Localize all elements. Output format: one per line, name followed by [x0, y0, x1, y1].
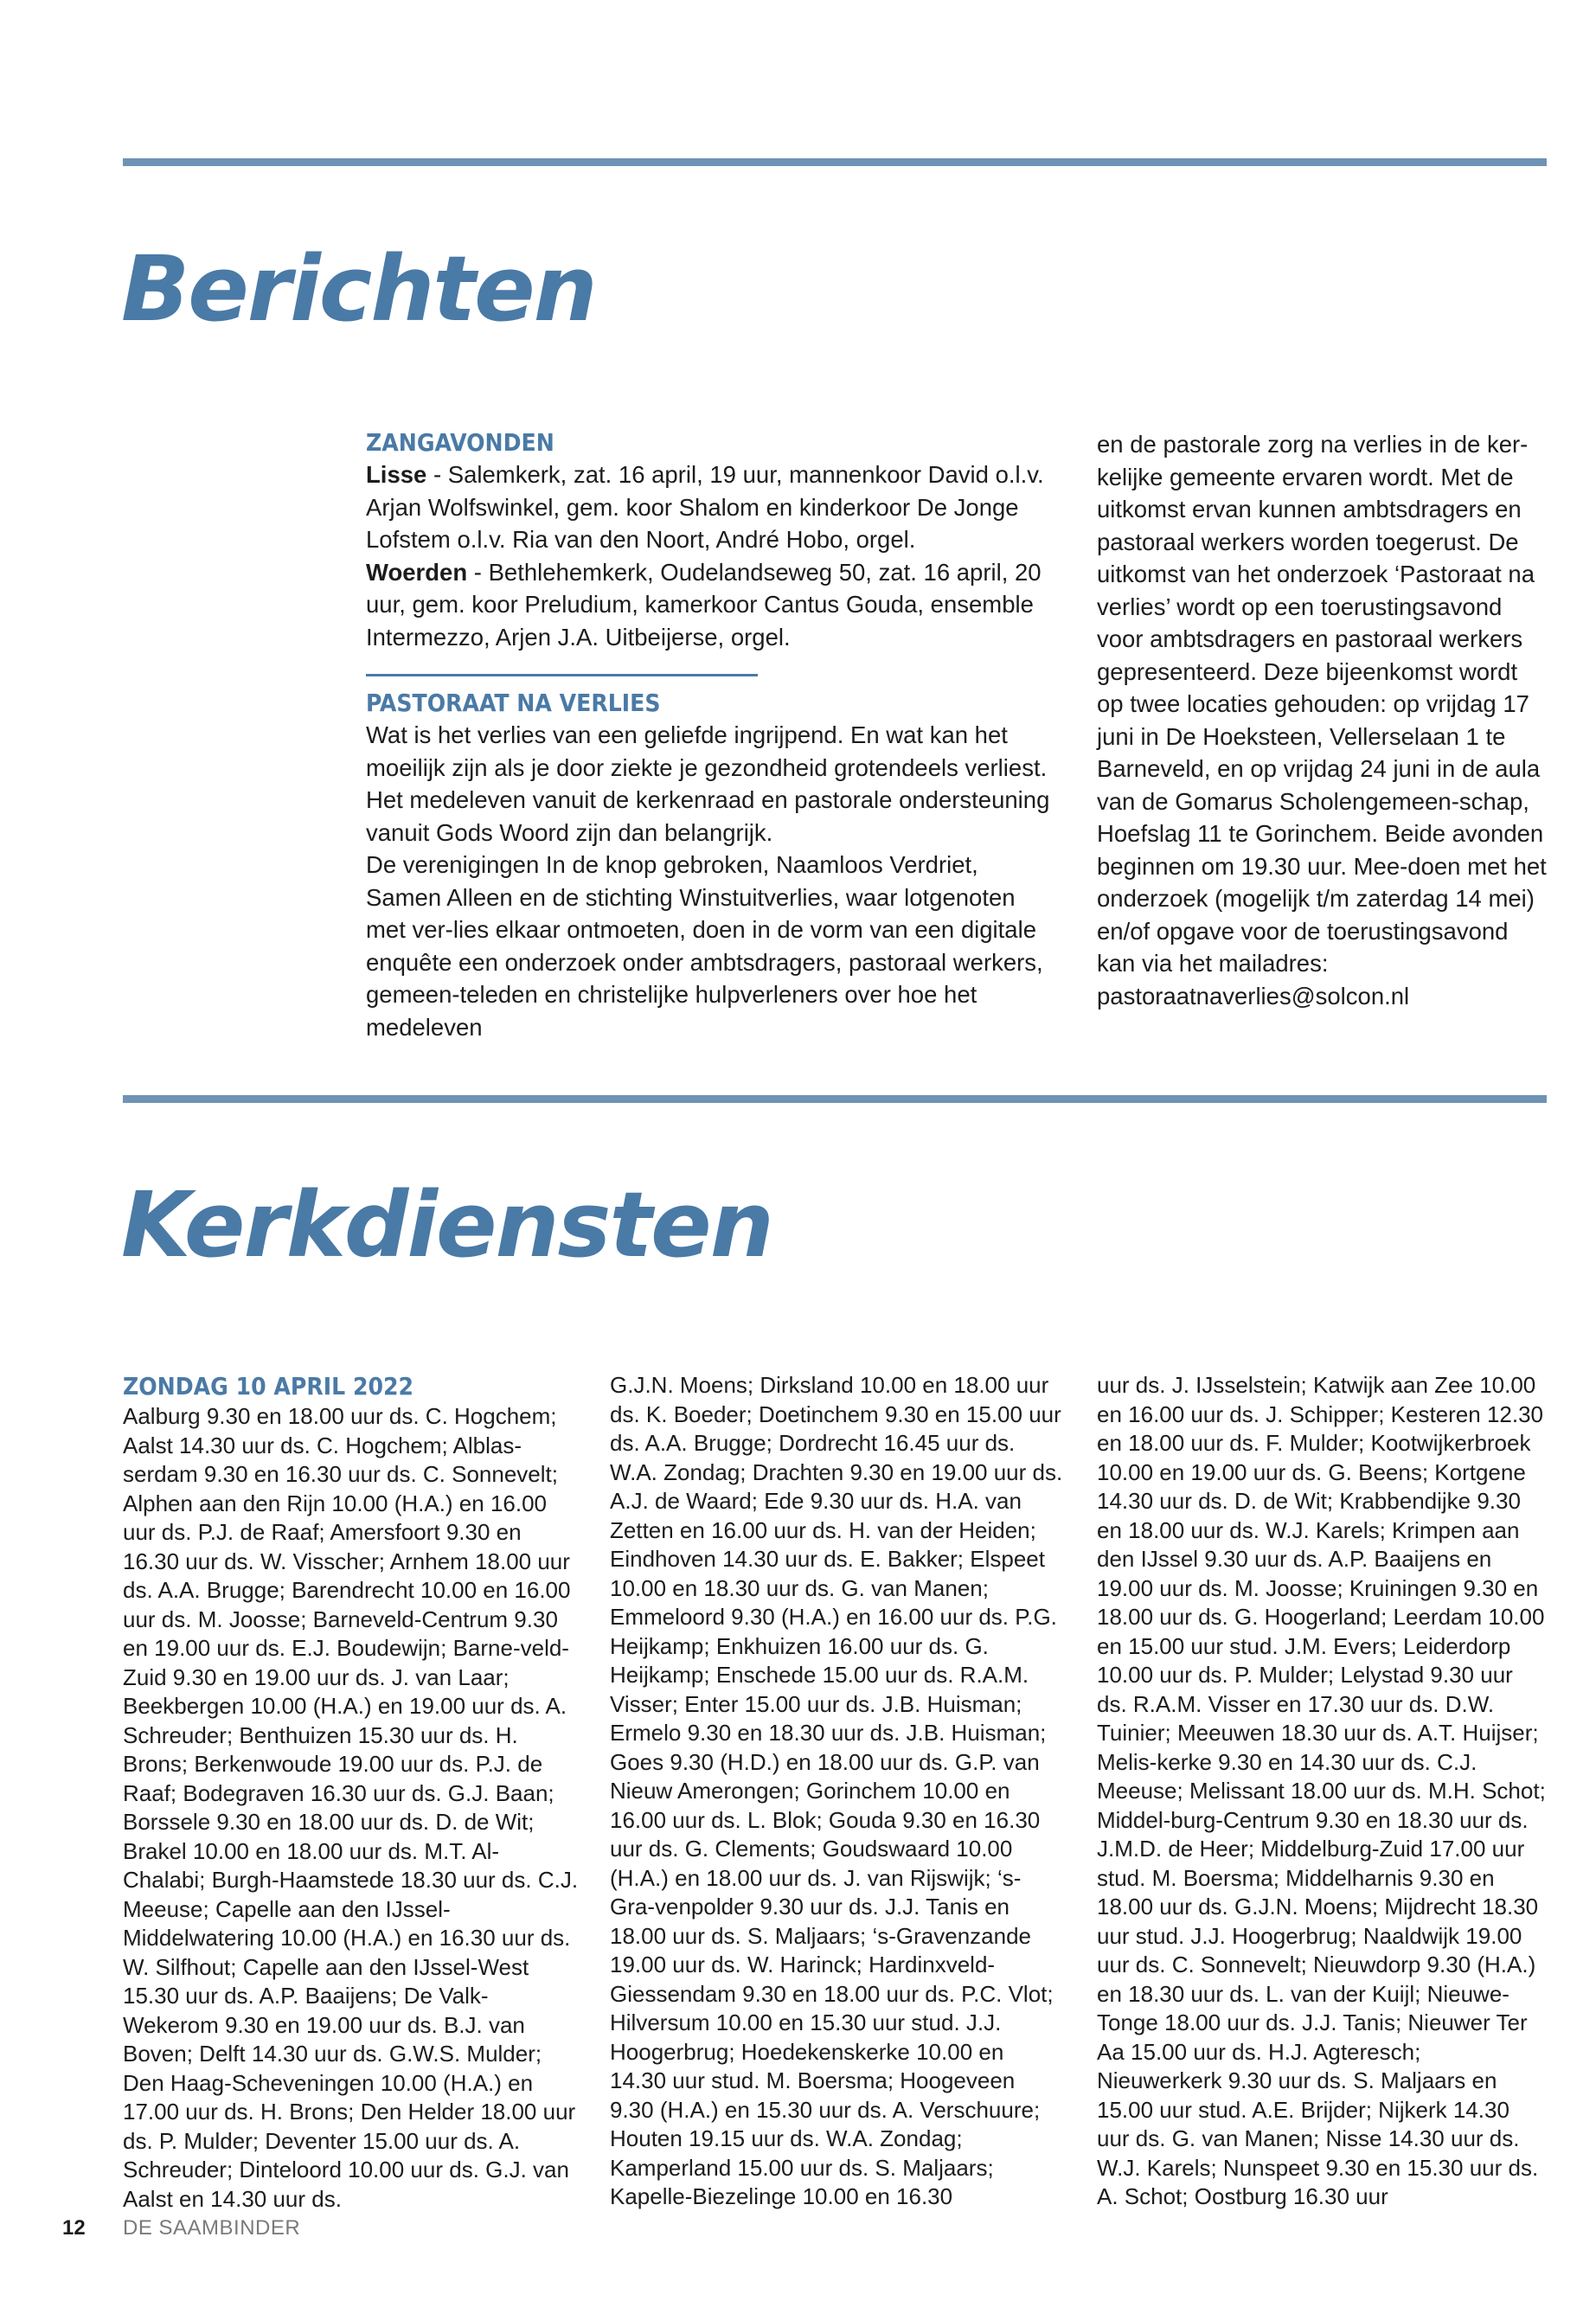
page-number: 12 [62, 2216, 86, 2240]
magazine-name: DE SAAMBINDER [123, 2216, 301, 2240]
berichten-title: Berichten [121, 236, 596, 342]
middle-divider [123, 1095, 1547, 1103]
zangavonden-item [366, 458, 1058, 556]
subhead-divider [366, 674, 758, 676]
zangavonden-place: Woerden [366, 558, 468, 586]
kerkdiensten-column-2 [610, 1371, 1064, 2212]
kerkdiensten-column-3 [1097, 1371, 1547, 2212]
zangavonden-item [366, 556, 1058, 654]
kerkdiensten-column-1 [123, 1370, 581, 2214]
pastoraat-paragraph-1: Wat is het verlies van een geliefde ingrijpend. En wat kan het moeilijk zijn als je door ziekte je gezondheid grotendeels verliest. Het medeleven vanuit de kerkenraad en pastorale ondersteuning vanuit Gods Woord zijn dan belangrijk. [366, 721, 1050, 846]
service-list-3: uur ds. J. IJsselstein; Katwijk aan Zee 10.00 en 16.00 uur ds. J. Schipper; Kesteren 12.30 en 18.00 uur ds. F. Mulder; Kootwijkerbroek 10.00 en 19.00 uur ds. G. Beens; Kortgene 14.30 uur ds. D. de Wit; Krabbendijke 9.30 en 18.00 uur ds. W.J. Karels; Krimpen aan den IJssel 9.30 uur ds. A.P. Baaijens en 19.00 uur ds. M. Joosse; Kruiningen 9.30 en 18.00 uur ds. G. Hoogerland; Leerdam 10.00 en 15.00 uur stud. J.M. Evers; Leiderdorp 10.00 uur ds. P. Mulder; Lelystad 9.30 uur ds. R.A.M. Visser en 17.30 uur ds. D.W. Tuinier; Meeuwen 18.30 uur ds. A.T. Huijser; Melis-kerke 9.30 en 14.30 uur ds. C.J. Meeuse; Melissant 18.00 uur ds. M.H. Schot; Middel-burg-Centrum 9.30 en 18.30 uur ds. J.M.D. de Heer; Middelburg-Zuid 17.00 uur stud. M. Boersma; Middelharnis 9.30 en 18.00 uur ds. G.J.N. Moens; Mijdrecht 18.30 uur stud. J.J. Hoogerbrug; Naaldwijk 19.00 uur ds. C. Sonnevelt; Nieuwdorp 9.30 (H.A.) en 18.30 uur ds. L. van der Kuijl; Nieuwe-Tonge 18.00 uur ds. J.J. Tanis; Nieuwer Ter Aa 15.00 uur ds. H.J. Agteresch; Nieuwerkerk 9.30 uur ds. S. Maljaars en 15.00 uur stud. A.E. Brijder; Nijkerk 14.30 uur ds. G. van Manen; Nisse 14.30 uur ds. W.J. Karels; Nunspeet 9.30 en 15.30 uur ds. A. Schot; Oostburg 16.30 uur [1097, 1372, 1546, 2209]
top-divider [123, 158, 1547, 166]
service-list-2: G.J.N. Moens; Dirksland 10.00 en 18.00 uur ds. K. Boeder; Doetinchem 9.30 en 15.00 uur ds. A.A. Brugge; Dordrecht 16.45 uur ds. W.A. Zondag; Drachten 9.30 en 19.00 uur ds. A.J. de Waard; Ede 9.30 uur ds. H.A. van Zetten en 16.00 uur ds. H. van der Heiden; Eindhoven 14.30 uur ds. E. Bakker; Elspeet 10.00 en 18.30 uur ds. G. van Manen; Emmeloord 9.30 (H.A.) en 16.00 uur ds. P.G. Heijkamp; Enkhuizen 16.00 uur ds. G. Heijkamp; Enschede 15.00 uur ds. R.A.M. Visser; Enter 15.00 uur ds. J.B. Huisman; Ermelo 9.30 en 18.30 uur ds. J.B. Huisman; Goes 9.30 (H.D.) en 18.00 uur ds. G.P. van Nieuw Amerongen; Gorinchem 10.00 en 16.00 uur ds. L. Blok; Gouda 9.30 en 16.30 uur ds. G. Clements; Goudswaard 10.00 (H.A.) en 18.00 uur ds. J. van Rijswijk; ‘s-Gra-venpolder 9.30 uur ds. J.J. Tanis en 18.00 uur ds. S. Maljaars; ‘s-Gravenzande 19.00 uur ds. W. Harinck; Hardinxveld-Giessendam 9.30 en 18.00 uur ds. P.C. Vlot; Hilversum 10.00 en 15.30 uur stud. J.J. Hoogerbrug; Hoedekenskerke 10.00 en 14.30 uur stud. M. Boersma; Hoogeveen 9.30 (H.A.) en 15.30 uur ds. A. Verschuure; Houten 19.15 uur ds. W.A. Zondag; Kamperland 15.00 uur ds. S. Maljaars; Kapelle-Biezelinge 10.00 en 16.30 [610, 1372, 1063, 2209]
zangavonden-details: - Bethlehemkerk, Oudelandseweg 50, zat. 16 april, 20 uur, gem. koor Preludium, kamerkoor Cantus Gouda, ensemble Intermezzo, Arjen J.A. Uitbeijerse, orgel. [366, 558, 1042, 651]
service-date-heading: ZONDAG 10 APRIL 2022 [123, 1372, 414, 1400]
zangavonden-details: - Salemkerk, zat. 16 april, 19 uur, mannenkoor David o.l.v. Arjan Wolfswinkel, gem. koor Shalom en kinderkoor De Jonge Lofstem o.l.v. Ria van den Noort, André Hobo, orgel. [366, 461, 1044, 553]
zangavonden-place: Lisse [366, 461, 427, 488]
pastoraat-paragraph-2-continued: en de pastorale zorg na verlies in de ker-kelijke gemeente ervaren wordt. Met de uitkomst ervan kunnen ambtsdragers en pastoraal werkers worden toegerust. De uitkomst van het onderzoek ‘Pastoraat na verlies’ wordt op een toerustingsavond voor ambtsdragers en pastoraal werkers gepresenteerd. Deze bijeenkomst wordt op twee locaties gehouden: op vrijdag 17 juni in De Hoeksteen, Vellerselaan 1 te Barneveld, en op vrijdag 24 juni in de aula van de Gomarus Scholengemeen-schap, Hoefslag 11 te Gorinchem. Beide avonden beginnen om 19.30 uur. Mee-doen met het onderzoek (mogelijk t/m zaterdag 14 mei) en/of opgave voor de toerustingsavond kan via het mailadres: pastoraatnaverlies@solcon.nl [1097, 431, 1547, 1009]
pastoraat-paragraph-2: De verenigingen In de knop gebroken, Naamloos Verdriet, Samen Alleen en de stichting Winstuitverlies, waar lotgenoten met ver-lies elkaar ontmoeten, doen in de vorm van een digitale enquête een onderzoek onder ambtsdragers, pastoraal werkers, gemeen-teleden en christelijke hulpverleners over hoe het medeleven [366, 851, 1043, 1041]
pastoraat-heading: PASTORAAT NA VERLIES [366, 689, 661, 717]
zangavonden-heading: ZANGAVONDEN [366, 428, 554, 457]
service-list-1: Aalburg 9.30 en 18.00 uur ds. C. Hogchem; Aalst 14.30 uur ds. C. Hogchem; Alblas-serdam 9.30 en 16.30 uur ds. C. Sonnevelt; Alphen aan den Rijn 10.00 (H.A.) en 16.00 uur ds. P.J. de Raaf; Amersfoort 9.30 en 16.30 uur ds. W. Visscher; Arnhem 18.00 uur ds. A.A. Brugge; Barendrecht 10.00 en 16.00 uur ds. M. Joosse; Barneveld-Centrum 9.30 en 19.00 uur ds. E.J. Boudewijn; Barne-veld-Zuid 9.30 en 19.00 uur ds. J. van Laar; Beekbergen 10.00 (H.A.) en 19.00 uur ds. A. Schreuder; Benthuizen 15.30 uur ds. H. Brons; Berkenwoude 19.00 uur ds. P.J. de Raaf; Bodegraven 16.30 uur ds. G.J. Baan; Borssele 9.30 en 18.00 uur ds. D. de Wit; Brakel 10.00 en 18.00 uur ds. M.T. Al-Chalabi; Burgh-Haamstede 18.30 uur ds. C.J. Meeuse; Capelle aan den IJssel-Middelwatering 10.00 (H.A.) en 16.30 uur ds. W. Silfhout; Capelle aan den IJssel-West 15.30 uur ds. A.P. Baaijens; De Valk-Wekerom 9.30 en 19.00 uur ds. B.J. van Boven; Delft 14.30 uur ds. G.W.S. Mulder; Den Haag-Scheveningen 10.00 (H.A.) en 17.00 uur ds. H. Brons; Den Helder 18.00 uur ds. P. Mulder; Deventer 15.00 uur ds. A. Schreuder; Dinteloord 10.00 uur ds. G.J. van Aalst en 14.30 uur ds. [123, 1403, 579, 2212]
berichten-column-left [366, 426, 1058, 1043]
berichten-column-right [1097, 428, 1547, 1012]
kerkdiensten-title: Kerkdiensten [121, 1172, 772, 1278]
